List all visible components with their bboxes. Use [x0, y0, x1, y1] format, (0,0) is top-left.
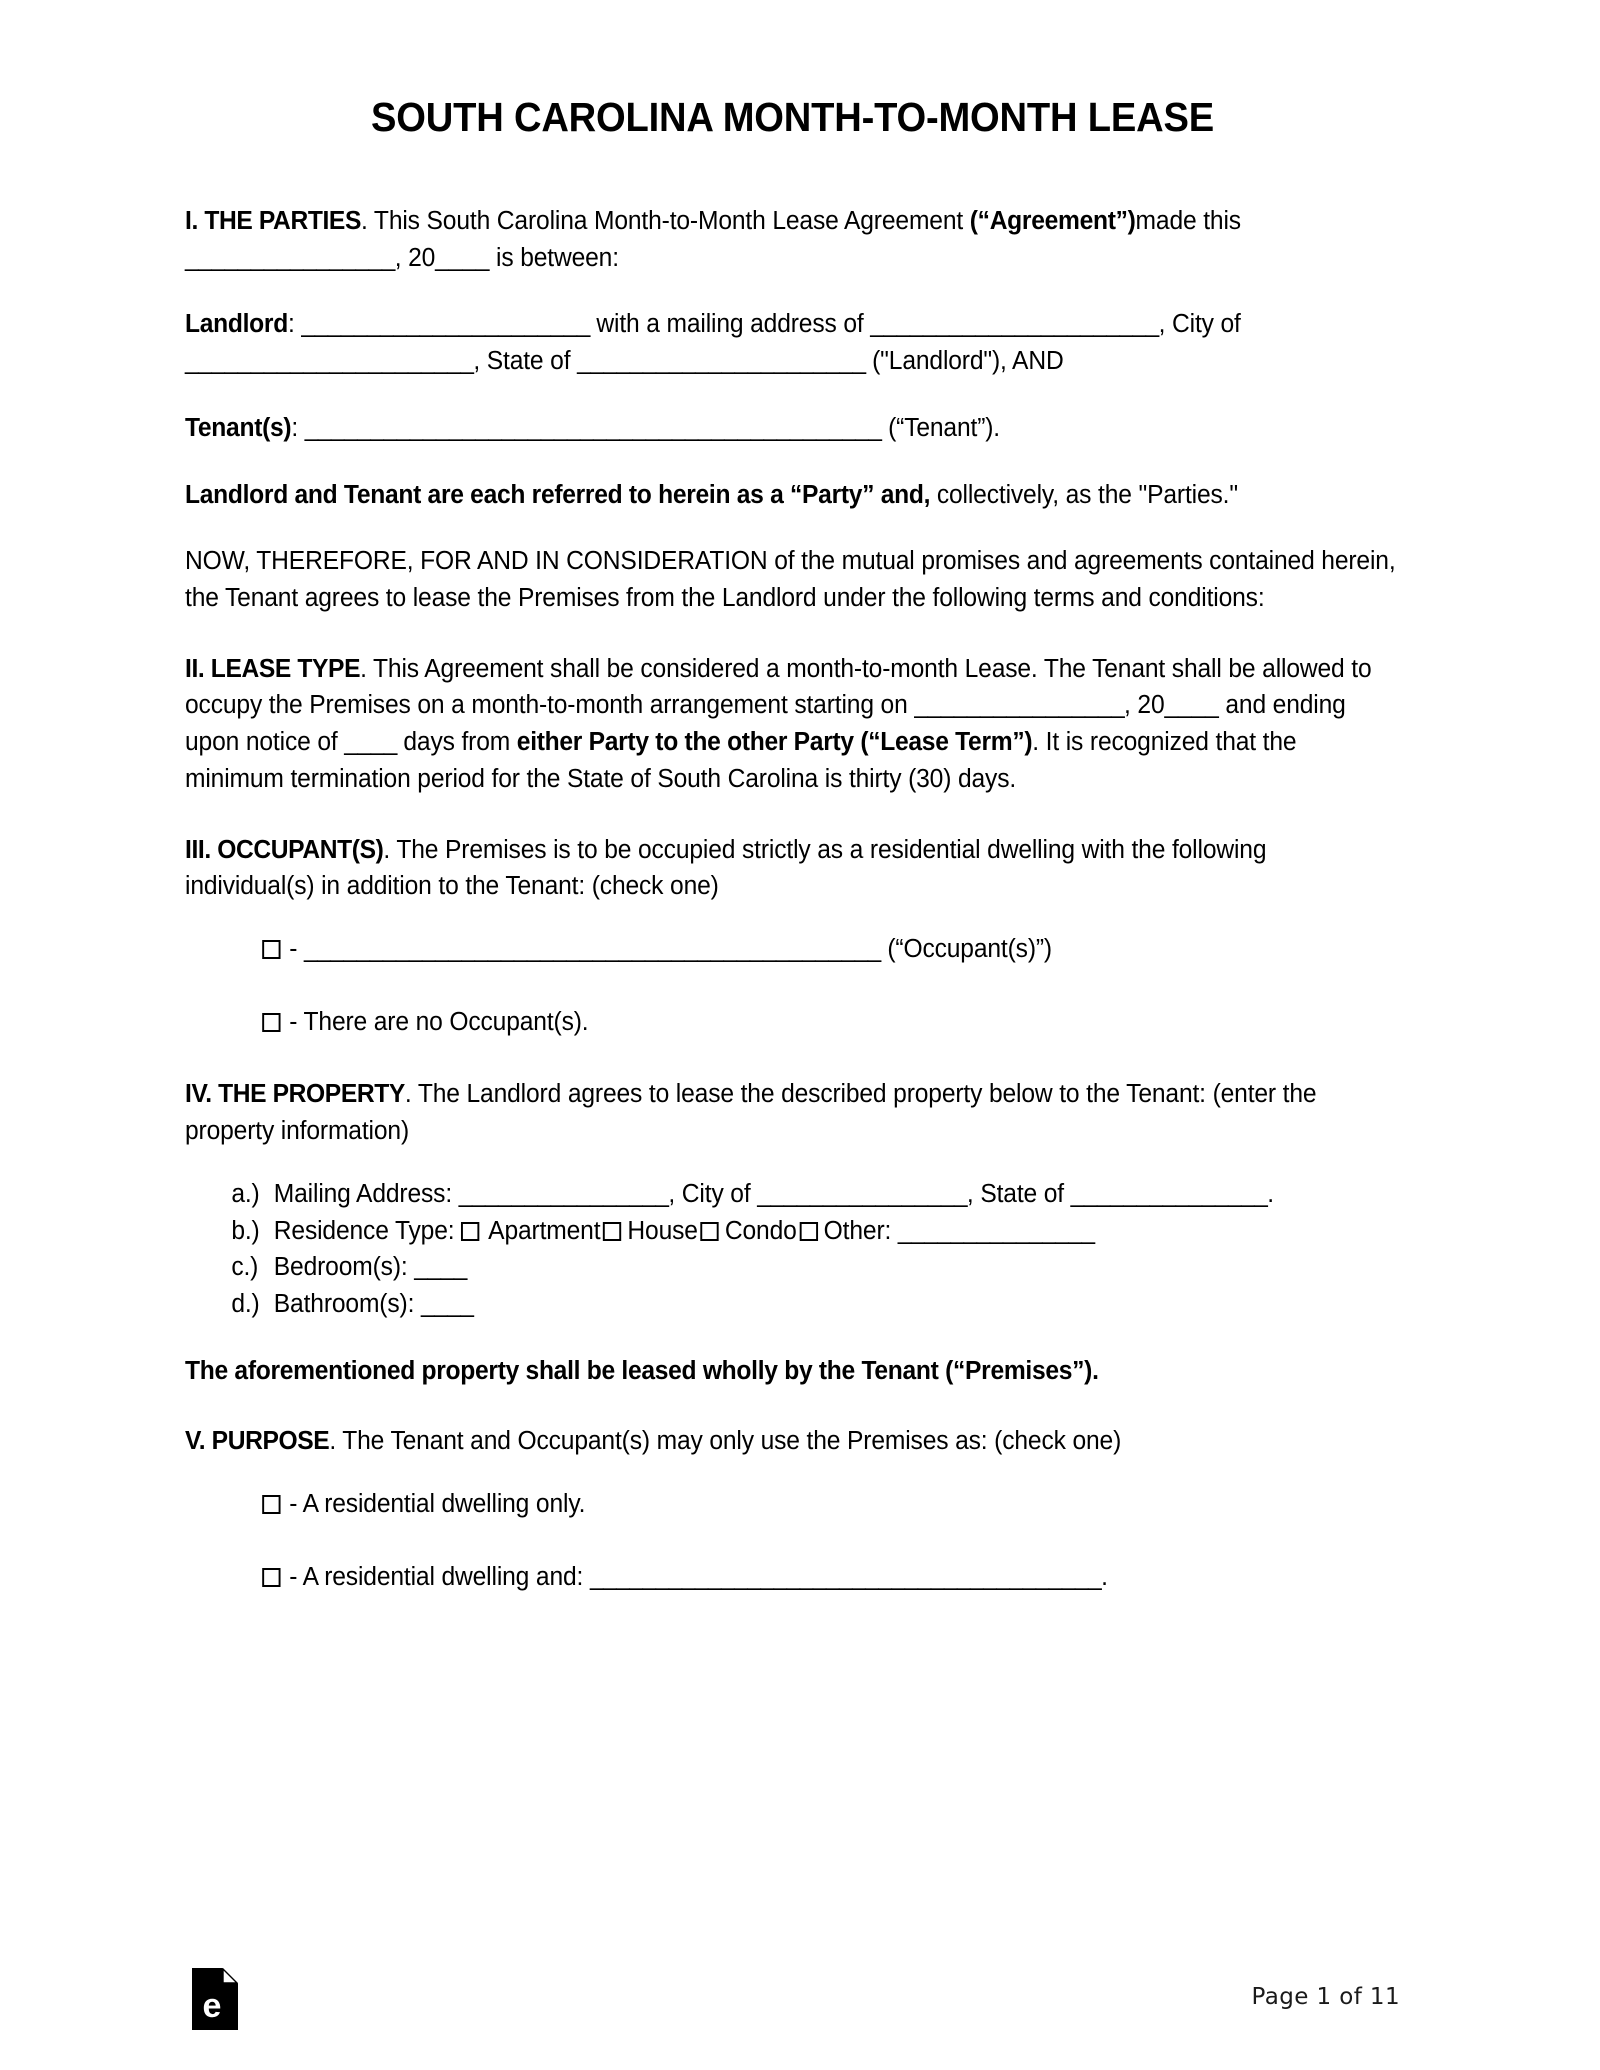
purpose-option2-prefix: - A residential dwelling and: — [289, 1562, 590, 1591]
purpose-option2-blank[interactable]: _______________________________________ — [589, 1562, 1102, 1591]
tenant-block — [185, 410, 1400, 447]
lease-notice-days-blank[interactable]: ____ — [344, 728, 397, 757]
landlord-label: Landlord — [185, 310, 288, 339]
tenant-label: Tenant(s) — [185, 413, 292, 442]
occupants-option-none[interactable] — [185, 1004, 1400, 1041]
residence-type-label: Residence Type: — [273, 1216, 462, 1245]
occupants-option1-suffix: (“Occupant(s)”) — [880, 934, 1052, 963]
landlord-city-blank[interactable]: ______________________ — [185, 347, 474, 376]
list-item — [231, 1176, 1399, 1213]
property-item-marker: d.) — [231, 1290, 260, 1318]
consideration-caps-text: NOW, THEREFORE, FOR AND IN CONSIDERATION — [185, 547, 768, 576]
landlord-block — [185, 306, 1400, 379]
checkbox-icon[interactable] — [701, 1222, 719, 1241]
occupant-names-blank[interactable]: ____________________________________________ — [303, 934, 881, 963]
checkbox-icon[interactable] — [262, 1013, 280, 1032]
property-address-period: . — [1267, 1179, 1274, 1208]
property-bathrooms-row — [274, 1286, 1400, 1323]
eforms-logo-letter: e — [202, 1987, 222, 2025]
tenant-colon: : — [291, 413, 305, 442]
landlord-address-blank[interactable]: ______________________ — [870, 310, 1159, 339]
property-mailing-address-label: Mailing Address: — [273, 1179, 459, 1208]
section-lease-type — [185, 651, 1400, 798]
property-item-marker: c.) — [231, 1253, 259, 1282]
landlord-colon: : — [287, 310, 302, 339]
property-item-marker: a.) — [231, 1179, 260, 1208]
page-number: Page 1 of 11 — [1251, 1984, 1400, 2010]
checkbox-icon[interactable] — [603, 1222, 621, 1241]
tenant-suffix-text: (“Tenant”). — [881, 413, 1001, 442]
parties-year-text: , 20____ is between: — [394, 243, 619, 272]
landlord-state-blank[interactable]: ______________________ — [577, 347, 866, 376]
consideration-rest-text: of the mutual promises and agreements contained herein, the Tenant agrees to lease the Premises from the Landlord under the following terms and conditions: — [185, 547, 1396, 612]
property-state-label: , State of — [966, 1179, 1064, 1208]
party-definition-light: collectively, as the — [930, 480, 1132, 509]
lease-type-text-c: days from — [396, 728, 517, 757]
parties-intro-text: . This South Carolina Month-to-Month Lease Agreement — [360, 206, 970, 235]
party-definition-strong: Landlord and Tenant are each referred to herein as a “Party” and, — [185, 480, 931, 509]
section-heading-lease-type: II. LEASE TYPE — [185, 654, 361, 683]
purpose-text: . The Tenant and Occupant(s) may only use the Premises as: (check one) — [329, 1427, 1122, 1456]
purpose-option2-suffix: . — [1101, 1562, 1108, 1591]
parties-agreement-term: (“Agreement”) — [969, 206, 1136, 235]
section-the-property — [185, 1076, 1400, 1149]
section-heading-occupants: III. OCCUPANT(S) — [185, 835, 384, 864]
property-mailing-address-row — [274, 1176, 1400, 1213]
purpose-option1-label: - A residential dwelling only. — [289, 1490, 586, 1519]
premises-closing-statement — [185, 1353, 1400, 1390]
page-title: SOUTH CAROLINA MONTH-TO-MONTH LEASE — [371, 94, 1214, 140]
checkbox-icon[interactable] — [262, 940, 280, 959]
tenant-name-blank[interactable]: ____________________________________________ — [304, 413, 882, 442]
section-heading-purpose: V. PURPOSE — [185, 1427, 330, 1456]
checkbox-icon[interactable] — [262, 1495, 280, 1514]
premises-closing-text: The aforementioned property shall be leased wholly by the Tenant (“Premises”). — [185, 1356, 1099, 1385]
purpose-option-residential-and[interactable] — [185, 1559, 1400, 1596]
eforms-logo-icon — [192, 1968, 238, 2030]
bedrooms-blank[interactable]: ____ — [414, 1253, 467, 1282]
lease-start-date-blank[interactable]: ________________ — [914, 691, 1125, 720]
occupants-text: . The Premises is to be occupied strictly as a residential dwelling with the following individual(s) in addition to the Tenant: (check one) — [185, 835, 1267, 901]
bathrooms-label: Bathroom(s): — [273, 1290, 421, 1318]
occupants-option-listed[interactable] — [185, 931, 1400, 968]
residence-type-other-label: Other: — [823, 1216, 898, 1245]
checkbox-icon[interactable] — [800, 1222, 818, 1241]
section-heading-parties: I. THE PARTIES — [185, 206, 361, 235]
bathrooms-blank[interactable]: ____ — [420, 1290, 474, 1318]
parties-date-blank[interactable]: ________________ — [185, 243, 395, 272]
lease-type-text-b: , 20____ and ending upon notice of — [185, 691, 1346, 757]
checkbox-icon[interactable] — [461, 1222, 479, 1241]
consideration-block — [185, 543, 1400, 616]
residence-type-condo-label: Condo — [724, 1216, 797, 1245]
property-residence-type-row — [274, 1213, 1400, 1250]
lease-type-text-a: . This Agreement shall be considered a month-to-month Lease. The Tenant shall be allowed to occupy the Premises on a month-to-month arrangement starting on — [185, 654, 1372, 720]
landlord-state-label: , State of — [473, 347, 571, 376]
checkbox-icon[interactable] — [262, 1568, 280, 1587]
section-occupants — [185, 832, 1400, 905]
list-item — [231, 1286, 1399, 1323]
residence-type-house-label: House — [627, 1216, 698, 1245]
bedrooms-label: Bedroom(s): — [273, 1253, 415, 1282]
purpose-option-residential-only[interactable] — [185, 1486, 1400, 1523]
landlord-suffix-text: ("Landlord"), AND — [865, 347, 1064, 376]
section-heading-property: IV. THE PROPERTY — [185, 1080, 405, 1109]
occupants-option1-prefix: - — [289, 934, 304, 963]
property-details-list — [185, 1176, 1400, 1323]
property-city-blank[interactable]: ________________ — [757, 1179, 967, 1208]
property-bedrooms-row — [274, 1249, 1400, 1286]
section-the-parties — [185, 203, 1400, 276]
property-address-blank[interactable]: ________________ — [458, 1179, 669, 1208]
parties-made-this-label: made this — [1135, 206, 1241, 235]
residence-type-other-blank[interactable]: _______________ — [897, 1216, 1095, 1245]
property-intro-text: . The Landlord agrees to lease the described property below to the Tenant: (enter the property information) — [185, 1080, 1317, 1146]
landlord-name-blank[interactable]: ______________________ — [301, 310, 590, 339]
landlord-mailing-address-label: with a mailing address of — [589, 310, 864, 339]
landlord-city-label: , City of — [1158, 310, 1241, 339]
section-purpose — [185, 1423, 1400, 1460]
page-footer — [185, 1944, 1400, 2040]
parties-quoted-term: "Parties." — [1138, 480, 1238, 509]
residence-type-apartment-label: Apartment — [488, 1216, 601, 1245]
lease-term-definition: either Party to the other Party (“Lease Term”) — [516, 728, 1033, 757]
property-city-label: , City of — [668, 1179, 758, 1208]
property-state-blank[interactable]: _______________ — [1070, 1179, 1268, 1208]
occupants-option2-label: - There are no Occupant(s). — [289, 1007, 589, 1036]
lease-type-text-d: . It is recognized that the minimum termination period for the State of South Carolina is thirty (30) days. — [185, 728, 1297, 793]
party-definition-block — [185, 477, 1400, 514]
list-item — [231, 1213, 1399, 1250]
list-item — [231, 1249, 1399, 1286]
property-item-marker: b.) — [231, 1216, 260, 1245]
